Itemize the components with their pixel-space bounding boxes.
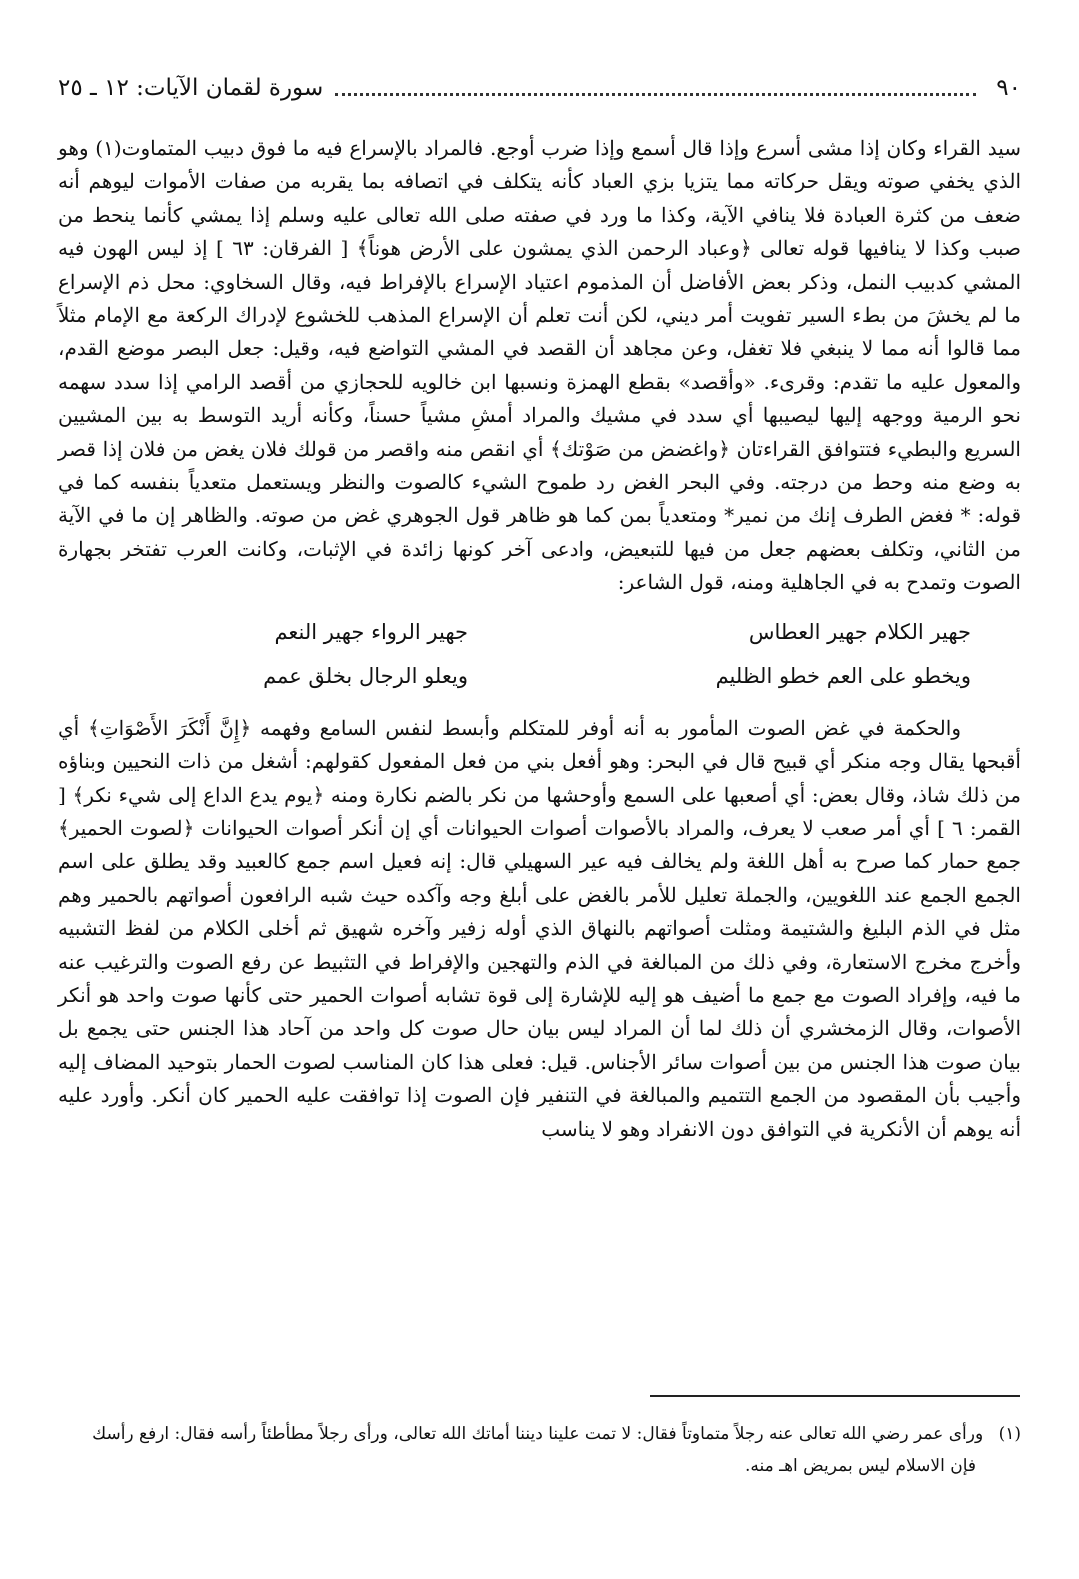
poem-line-2: [58, 654, 1021, 698]
footnote-line-1: [58, 1418, 1021, 1450]
running-header: [58, 70, 1021, 106]
poem-line-1-first-hemistich: جهير الكلام جهير العطاس: [748, 619, 971, 644]
header-dot-leader: [335, 93, 976, 96]
paragraph-2: والحكمة في غض الصوت المأمور به أنه أوفر للمتكلم وأبسط لنفس السامع وفهمه ﴿إِنَّ أَنْكَرَ الأَصْوَاتِ﴾ أي أقبحها يقال وجه منكر أي قبيح قال في البحر: وهو أفعل بني من فعل المفعول كقولهم: أشغل من ذات النحيين وبناؤه من ذلك شاذ، وقال بعض: أي أصعبها على السمع وأوحشها من نكر بالضم نكارة ومنه ﴿يوم يدع الداع إلى شيء نكر﴾ [ القمر: ٦ ] أي أمر صعب لا يعرف، والمراد بالأصوات أصوات الحيوانات أي إن أنكر أصوات الحيوانات ﴿لصوت الحمير﴾ جمع حمار كما صرح به أهل اللغة ولم يخالف فيه عير السهيلي قال: إنه فعيل اسم جمع كالعبيد وقد يطلق على اسم الجمع الجمع عند اللغويين، والجملة تعليل للأمر بالغض على أبلغ وجه وآكده حيث شبه الرافعون أصواتهم بالحمير وهم مثل في الذم البليغ والشتيمة ومثلت أصواتهم بالنهاق الذي أوله زفير وآخره شهيق ثم أخلى الكلام من لفظ التشبيه وأخرج مخرج الاستعارة، وفي ذلك من المبالغة في الذم والتهجين والإفراط في التثبيط عن رفع الصوت والترغيب عنه ما فيه، وإفراد الصوت مع جمع ما أضيف هو إليه للإشارة إلى قوة تشابه أصوات الحمير حتى كأنها صوت واحد هو أنكر الأصوات، وقال الزمخشري أن ذلك لما أن المراد ليس بيان حال صوت كل واحد من آحاد هذا الجنس حتى يجمع بل بيان صوت هذا الجنس من بين أصوات سائر الأجناس. قيل: فعلى هذا كان المناسب لصوت الحمار بتوحيد المضاف إليه وأجيب بأن المقصود من الجمع التتميم والمبالغة في التنفير فإن الصوت إذا توافقت عليه الحمير كان أنكر. وأورد عليه أنه يوهم أن الأنكرية في التوافق دون الانفراد وهو لا يناسب: [58, 715, 1022, 1141]
poem-line-2-second-hemistich: ويعلو الرجال بخلق عمم: [263, 663, 468, 688]
footnote-separator: [650, 1395, 1020, 1397]
poem-line-1: [58, 610, 1021, 654]
poem-line-1-second-hemistich: جهير الرواء جهير النعم: [274, 619, 468, 644]
main-text: [58, 132, 1021, 1146]
page: [58, 70, 1021, 1146]
footnote: [58, 1418, 1021, 1482]
header-title: سورة لقمان الآيات: ١٢ ـ ٢٥: [58, 75, 324, 101]
poem: [58, 610, 1021, 698]
paragraph-1: سيد القراء وكان إذا مشى أسرع وإذا قال أسمع وإذا ضرب أوجع. فالمراد بالإسراع فيه ما فوق دبيب المتماوت(١) وهو الذي يخفي صوته ويقل حركاته مما يتزيا بزي العباد كأنه يتكلف في اتصافه بما يقربه من صفات الأموات ليوهم أنه ضعف من كثرة العبادة فلا ينافي الآية، وكذا ما ورد في صفته صلى الله تعالى عليه وسلم إذا يمشي كأنما ينحط من صبب وكذا لا ينافيها قوله تعالى ﴿وعباد الرحمن الذي يمشون على الأرض هوناً﴾ [ الفرقان: ٦٣ ] إذ ليس الهون فيه المشي كدبيب النمل، وذكر بعض الأفاضل أن المذموم اعتياد الإسراع بالإفراط فيه، وقال السخاوي: محل ذم الإسراع ما لم يخشَ من بطء السير تفويت أمر ديني، لكن أنت تعلم أن الإسراع المذهب للخشوع لإدراك الركعة مع الإمام مثلاً مما قالوا أنه مما لا ينبغي فلا تغفل، وعن مجاهد أن القصد في المشي التواضع فيه، وقيل: جعل البصر موضع القدم، والمعول عليه ما تقدم: وقرىء. «وأقصد» بقطع الهمزة ونسبها ابن خالويه للحجازي من أقصد الرامي إذا سدد سهمه نحو الرمية ووجهه إليها ليصيبها أي سدد في مشيك والمراد أمشِ مشياً حسناً، وكأنه أريد التوسط به بين المشيين السريع والبطيء فتتوافق القراءتان ﴿واغضض من صَوْتك﴾ أي انقص منه واقصر من قولك فلان يغض من فلان إذا قصر به وضع منه وحط من درجته. وفي البحر الغض رد طموح الشيء كالصوت والنظر ويستعمل متعدياً بنفسه كما في قوله: * فغض الطرف إنك من نمير* ومتعدياً بمن كما هو ظاهر قول الجوهري غض من صوته. والظاهر إن ما في الآية من الثاني، وتكلف بعضهم جعل من فيها للتبعيض، وادعى آخر كونها زائدة في الإثبات، وكانت العرب تفتخر بجهارة الصوت وتمدح به في الجاهلية ومنه، قول الشاعر:: [58, 136, 1022, 595]
footnote-marker: (١): [998, 1424, 1021, 1444]
footnote-text-1: ورأى عمر رضي الله تعالى عنه رجلاً متماوتاً فقال: لا تمت علينا ديننا أماتك الله تعالى، ورأى رجلاً مطأطئاً رأسه فقال: ارفع رأسك: [92, 1424, 984, 1444]
footnote-line-2: فإن الاسلام ليس بمريض اهـ منه.: [744, 1456, 976, 1476]
poem-line-2-first-hemistich: ويخطو على العم خطو الظليم: [715, 663, 971, 688]
page-number: ٩٠: [996, 75, 1021, 101]
